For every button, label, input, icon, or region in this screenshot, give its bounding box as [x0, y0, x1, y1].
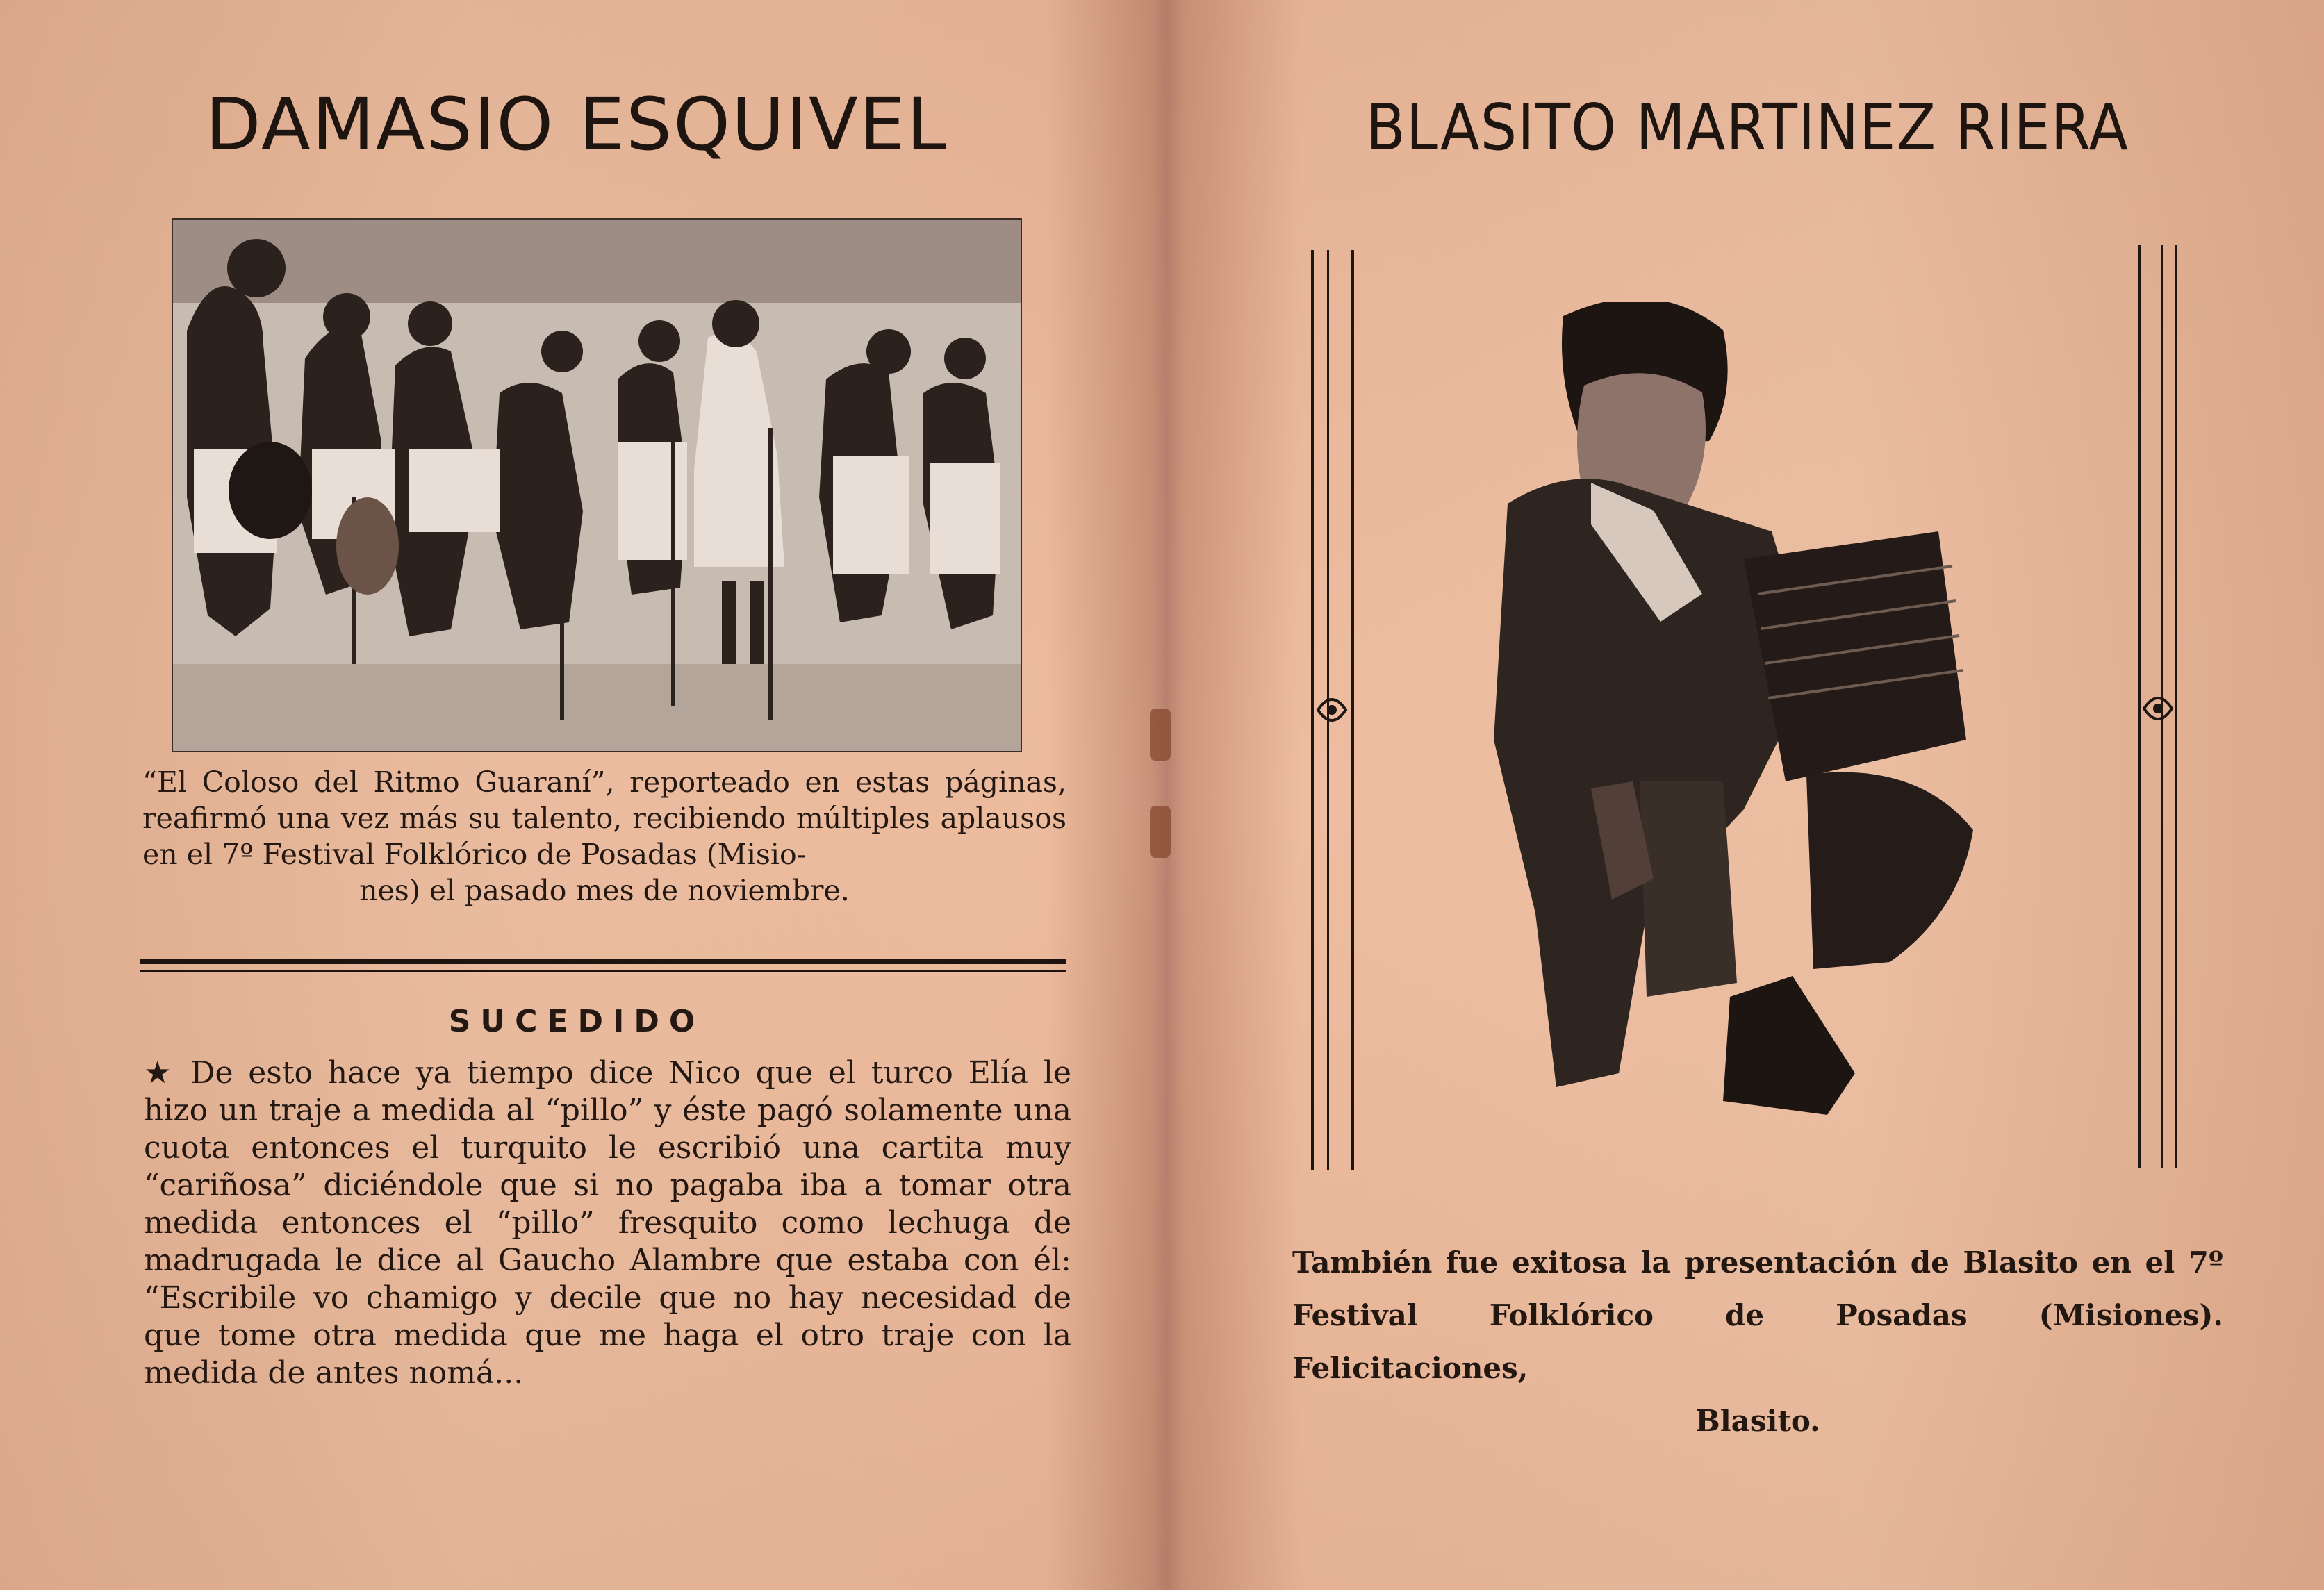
- right-page-title: BLASITO MARTINEZ RIERA: [1366, 90, 2129, 165]
- left-ornament-icon: [1315, 689, 1349, 731]
- right-caption-main: También fue exitosa la presentación de Blasito en el 7º Festival Folklórico de Posadas (Misiones). Felicitaciones,: [1292, 1245, 2223, 1385]
- left-page: [0, 0, 1153, 1590]
- divider-thin: [140, 970, 1066, 972]
- left-border-line-3: [1351, 250, 1354, 1170]
- star-icon: ★: [144, 1055, 177, 1091]
- photo-caption: [142, 764, 1066, 909]
- right-caption: [1292, 1236, 2223, 1448]
- band-photo: [172, 218, 1022, 752]
- section-title: SUCEDIDO: [448, 1004, 705, 1039]
- photo-caption-end: nes) el pasado mes de noviembre.: [359, 874, 850, 907]
- story-text: [144, 1054, 1071, 1392]
- story-body: De esto hace ya tiempo dice Nico que el turco Elía le hizo un traje a medida al “pillo” y éste pagó solamente una cuota entonces el turquito le escribió una cartita muy “cariñosa” diciéndole que si no pagaba iba a tomar otra medida entonces el “pillo” fresquito como lechuga de madrugada le dice al Gaucho Alambre que estaba con él: “Escribile vo chamigo y decile que no hay necesidad de que tome otra medida que me haga el otro traje con la medida de antes nomá...: [144, 1055, 1071, 1391]
- accordion-player-photo: [1480, 302, 2029, 1122]
- photo-caption-main: “El Coloso del Ritmo Guaraní”, reporteado en estas páginas, reafirmó una vez más su talento, recibiendo múltiples aplausos en el 7º Festival Folklórico de Posadas (Misio-: [142, 765, 1066, 871]
- divider-thick: [140, 959, 1066, 964]
- right-border-line-3: [2175, 245, 2177, 1168]
- right-ornament-icon: [2141, 688, 2175, 729]
- left-border-line-1: [1311, 250, 1314, 1170]
- right-caption-end: Blasito.: [1695, 1404, 1820, 1438]
- left-page-title: DAMASIO ESQUIVEL: [205, 82, 948, 167]
